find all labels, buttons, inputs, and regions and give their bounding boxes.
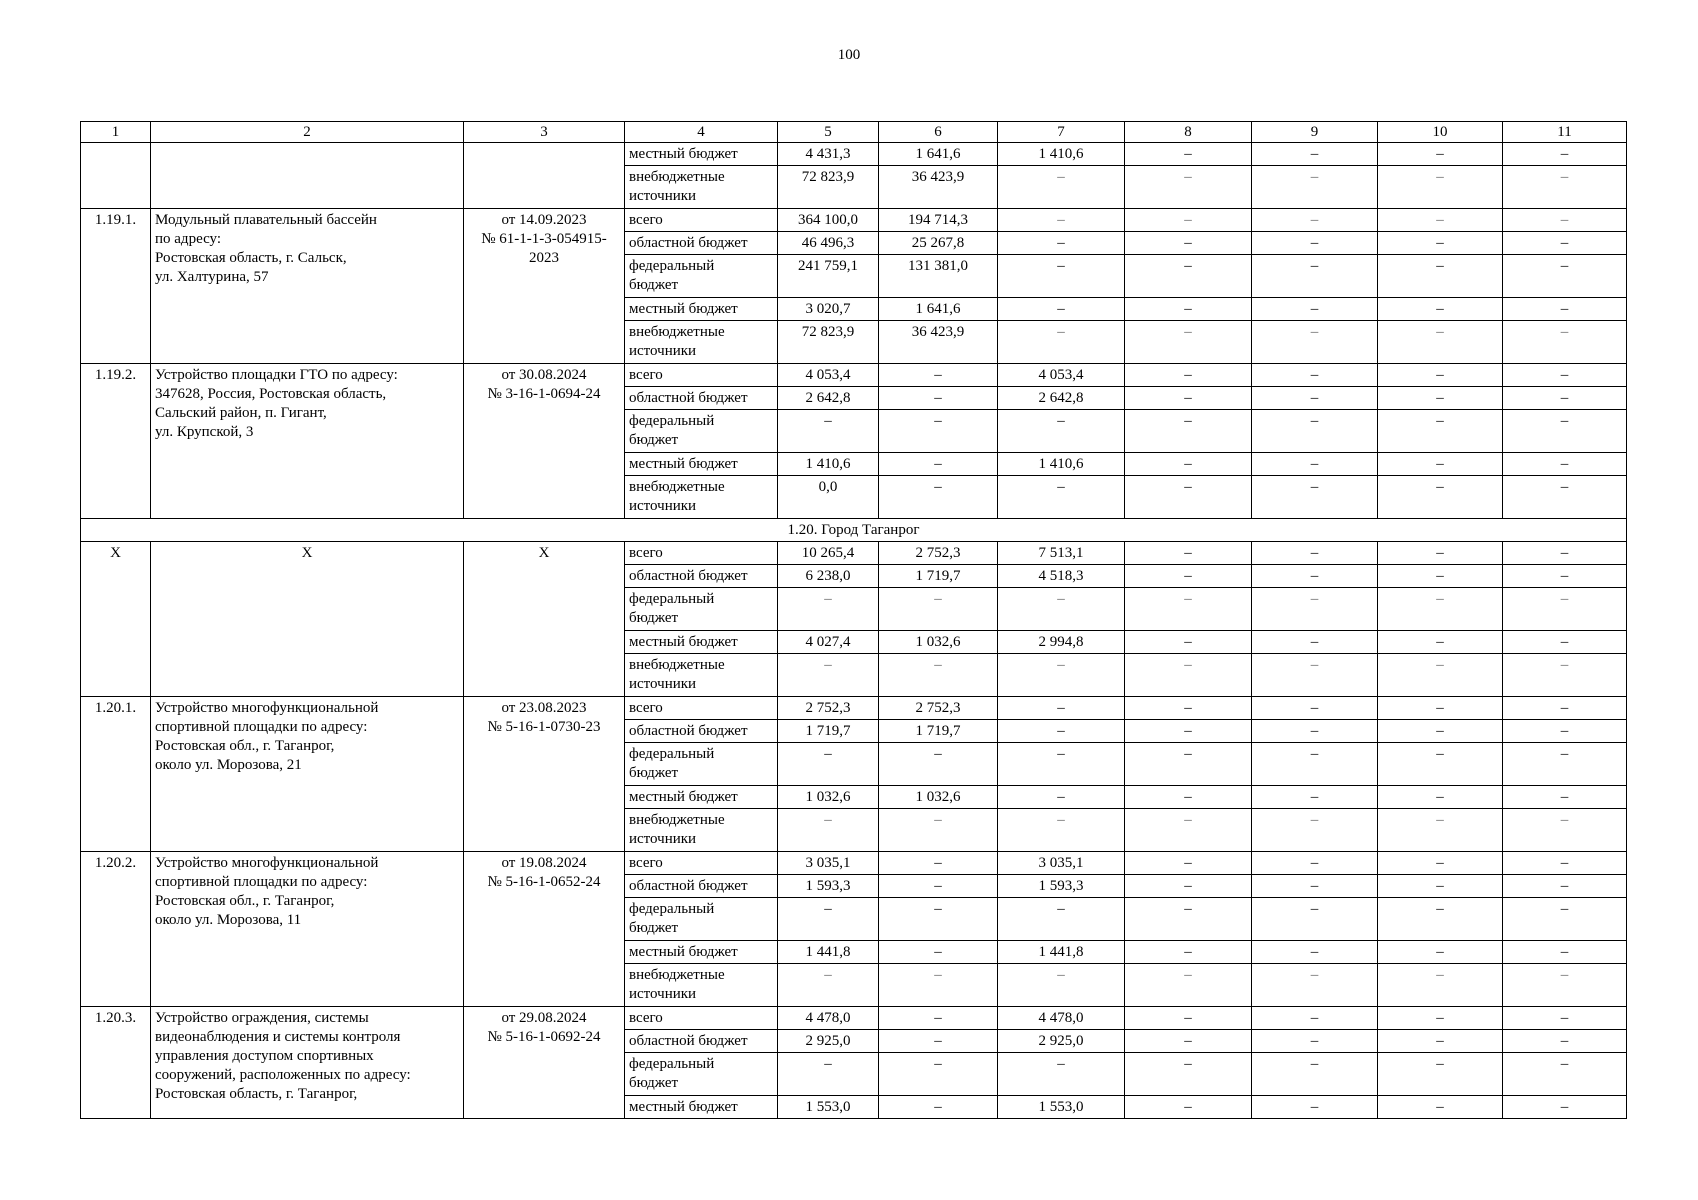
value-cell: – [879,852,998,875]
value-cell: 1 553,0 [778,1096,879,1119]
value-cell: 4 478,0 [778,1007,879,1030]
value-cell: – [1252,166,1378,209]
value-cell: – [879,654,998,697]
value-cell: 1 410,6 [998,143,1125,166]
value-cell: 2 642,8 [998,387,1125,410]
value-cell: – [1378,209,1503,232]
value-cell: – [879,1096,998,1119]
value-cell: – [1503,542,1627,565]
value-cell: 1 553,0 [998,1096,1125,1119]
value-cell: – [998,654,1125,697]
value-cell: – [879,875,998,898]
value-cell: – [1503,1007,1627,1030]
funding-source: всего [625,1007,778,1030]
value-cell: – [1378,941,1503,964]
value-cell: – [1125,476,1252,519]
value-cell: – [1125,941,1252,964]
table-row [81,697,1627,720]
value-cell: 2 925,0 [998,1030,1125,1053]
value-cell: – [1252,410,1378,453]
value-cell: – [1252,898,1378,941]
value-cell: – [1378,364,1503,387]
value-cell: – [998,588,1125,631]
table-row [81,1007,1627,1030]
value-cell: – [1252,631,1378,654]
value-cell: – [1378,809,1503,852]
value-cell: 131 381,0 [879,255,998,298]
value-cell: – [1503,166,1627,209]
value-cell: – [1125,898,1252,941]
value-cell: 4 027,4 [778,631,879,654]
value-cell: – [879,476,998,519]
value-cell: 1 719,7 [879,720,998,743]
value-cell: – [778,588,879,631]
value-cell: – [778,1053,879,1096]
header-cell: 11 [1503,122,1627,143]
item-document: от 29.08.2024 № 5-16-1-0692-24 [464,1007,625,1119]
value-cell: – [879,1007,998,1030]
value-cell: 1 032,6 [778,786,879,809]
value-cell: 1 032,6 [879,786,998,809]
value-cell: – [1503,697,1627,720]
funding-source: всего [625,697,778,720]
value-cell: – [1125,743,1252,786]
page-number: 100 [837,47,861,63]
value-cell: – [879,1053,998,1096]
value-cell: 4 478,0 [998,1007,1125,1030]
value-cell: – [1252,786,1378,809]
item-number [81,143,151,209]
funding-source: всего [625,852,778,875]
value-cell: – [1252,1053,1378,1096]
value-cell: – [1125,720,1252,743]
value-cell: – [1252,588,1378,631]
funding-source: федеральный бюджет [625,1053,778,1096]
value-cell: – [1378,1007,1503,1030]
funding-source: местный бюджет [625,1096,778,1119]
value-cell: – [1503,941,1627,964]
value-cell: – [1503,1096,1627,1119]
value-cell: – [1125,631,1252,654]
value-cell: – [1125,565,1252,588]
item-document: от 14.09.2023 № 61-1-1-3-054915- 2023 [464,209,625,364]
value-cell: – [1125,588,1252,631]
value-cell: – [1125,654,1252,697]
funding-source: всего [625,542,778,565]
value-cell: – [998,232,1125,255]
value-cell: 7 513,1 [998,542,1125,565]
value-cell: – [1378,542,1503,565]
value-cell: 2 994,8 [998,631,1125,654]
value-cell: – [1125,255,1252,298]
value-cell: – [1252,743,1378,786]
header-cell: 1 [81,122,151,143]
value-cell: – [1378,232,1503,255]
value-cell: 2 925,0 [778,1030,879,1053]
value-cell: 364 100,0 [778,209,879,232]
value-cell: – [1378,654,1503,697]
item-number: 1.20.3. [81,1007,151,1119]
item-document [464,143,625,209]
value-cell: – [1378,631,1503,654]
value-cell: – [1503,298,1627,321]
value-cell: – [1378,476,1503,519]
value-cell: 1 719,7 [778,720,879,743]
value-cell: 1 719,7 [879,565,998,588]
value-cell: 36 423,9 [879,166,998,209]
item-description: Устройство многофункциональной спортивной площадки по адресу: Ростовская обл., г. Таганрог, около ул. Морозова, 21 [151,697,464,852]
value-cell: – [1252,143,1378,166]
value-cell: – [1378,1030,1503,1053]
value-cell: – [1252,875,1378,898]
item-number: 1.20.2. [81,852,151,1007]
value-cell: 1 441,8 [998,941,1125,964]
item-document: от 30.08.2024 № 3-16-1-0694-24 [464,364,625,519]
value-cell: – [1503,143,1627,166]
value-cell: – [1252,364,1378,387]
value-cell: – [1503,565,1627,588]
value-cell: – [998,255,1125,298]
value-cell: 46 496,3 [778,232,879,255]
value-cell: – [1252,1096,1378,1119]
funding-source: внебюджетные источники [625,964,778,1007]
value-cell: 4 518,3 [998,565,1125,588]
value-cell: – [778,743,879,786]
value-cell: – [1503,588,1627,631]
value-cell: – [879,964,998,1007]
value-cell: – [1252,941,1378,964]
value-cell: – [1252,232,1378,255]
value-cell: – [1125,875,1252,898]
value-cell: – [1125,809,1252,852]
funding-source: внебюджетные источники [625,166,778,209]
header-cell: 4 [625,122,778,143]
value-cell: – [1125,1007,1252,1030]
value-cell: – [1252,453,1378,476]
value-cell: – [1503,786,1627,809]
item-document: Х [464,542,625,697]
value-cell: – [1503,875,1627,898]
table-row [81,209,1627,232]
table-row [81,143,1627,166]
value-cell: 6 238,0 [778,565,879,588]
item-description: Устройство площадки ГТО по адресу: 347628, Россия, Ростовская область, Сальский район, п. Гигант, ул. Крупской, 3 [151,364,464,519]
value-cell: 36 423,9 [879,321,998,364]
value-cell: – [1378,321,1503,364]
value-cell: 4 431,3 [778,143,879,166]
value-cell: – [1252,697,1378,720]
funding-source: местный бюджет [625,941,778,964]
value-cell: – [1503,453,1627,476]
value-cell: 4 053,4 [778,364,879,387]
value-cell: – [998,298,1125,321]
value-cell: – [1378,255,1503,298]
value-cell: – [1125,542,1252,565]
funding-source: местный бюджет [625,298,778,321]
value-cell: – [879,941,998,964]
value-cell: – [998,476,1125,519]
funding-source: местный бюджет [625,631,778,654]
value-cell: – [1125,298,1252,321]
value-cell: – [1503,852,1627,875]
value-cell: – [1503,321,1627,364]
value-cell: – [1125,786,1252,809]
funding-source: внебюджетные источники [625,321,778,364]
value-cell: – [1503,476,1627,519]
funding-source: местный бюджет [625,786,778,809]
value-cell: – [998,166,1125,209]
value-cell: – [1252,565,1378,588]
table-row [81,364,1627,387]
funding-source: федеральный бюджет [625,255,778,298]
value-cell: – [1378,852,1503,875]
value-cell: – [1378,143,1503,166]
value-cell: – [1125,321,1252,364]
value-cell: – [1252,852,1378,875]
value-cell: – [1503,364,1627,387]
value-cell: – [1125,410,1252,453]
value-cell: – [1503,964,1627,1007]
value-cell: – [778,654,879,697]
value-cell: – [1125,387,1252,410]
value-cell: – [998,209,1125,232]
funding-source: местный бюджет [625,143,778,166]
value-cell: – [1252,964,1378,1007]
funding-source: областной бюджет [625,387,778,410]
value-cell: – [1503,809,1627,852]
value-cell: 241 759,1 [778,255,879,298]
value-cell: – [1125,1096,1252,1119]
value-cell: – [1378,387,1503,410]
value-cell: – [1503,1053,1627,1096]
value-cell: – [1503,255,1627,298]
table-row [81,852,1627,875]
item-number: 1.19.2. [81,364,151,519]
value-cell: 1 410,6 [998,453,1125,476]
header-cell: 3 [464,122,625,143]
funding-source: федеральный бюджет [625,743,778,786]
value-cell: 1 641,6 [879,143,998,166]
value-cell: 72 823,9 [778,321,879,364]
value-cell: 2 752,3 [879,542,998,565]
value-cell: – [1503,654,1627,697]
value-cell: – [998,1053,1125,1096]
value-cell: – [1378,743,1503,786]
value-cell: – [1378,898,1503,941]
item-description: Х [151,542,464,697]
header-cell: 6 [879,122,998,143]
value-cell: – [879,364,998,387]
value-cell: 10 265,4 [778,542,879,565]
value-cell: – [1378,1053,1503,1096]
value-cell: – [998,964,1125,1007]
funding-source: областной бюджет [625,232,778,255]
value-cell: 25 267,8 [879,232,998,255]
value-cell: – [1125,166,1252,209]
value-cell: – [1378,875,1503,898]
funding-source: внебюджетные источники [625,654,778,697]
value-cell: – [879,453,998,476]
value-cell: – [1125,852,1252,875]
item-number: Х [81,542,151,697]
header-cell: 2 [151,122,464,143]
table-row [81,542,1627,565]
value-cell: – [1378,697,1503,720]
funding-source: федеральный бюджет [625,588,778,631]
value-cell: – [1503,631,1627,654]
item-description: Модульный плавательный бассейн по адресу: Ростовская область, г. Сальск, ул. Халтурина, 57 [151,209,464,364]
value-cell: 4 053,4 [998,364,1125,387]
value-cell: – [1252,255,1378,298]
value-cell: – [1503,209,1627,232]
value-cell: – [1125,209,1252,232]
value-cell: – [1378,720,1503,743]
funding-source: областной бюджет [625,720,778,743]
value-cell: – [1503,720,1627,743]
value-cell: – [1378,166,1503,209]
value-cell: 72 823,9 [778,166,879,209]
value-cell: 3 035,1 [778,852,879,875]
value-cell: 194 714,3 [879,209,998,232]
value-cell: – [998,697,1125,720]
value-cell: – [1503,1030,1627,1053]
value-cell: – [1252,720,1378,743]
value-cell: – [1125,364,1252,387]
funding-source: всего [625,364,778,387]
value-cell: 1 410,6 [778,453,879,476]
value-cell: – [1378,565,1503,588]
value-cell: – [1252,321,1378,364]
header-cell: 8 [1125,122,1252,143]
value-cell: – [1378,964,1503,1007]
value-cell: – [998,720,1125,743]
funding-source: областной бюджет [625,1030,778,1053]
value-cell: – [1252,209,1378,232]
value-cell: – [1252,387,1378,410]
value-cell: – [1378,1096,1503,1119]
value-cell: 3 035,1 [998,852,1125,875]
value-cell: – [1378,786,1503,809]
header-cell: 10 [1378,122,1503,143]
item-description: Устройство многофункциональной спортивной площадки по адресу: Ростовская обл., г. Таганрог, около ул. Морозова, 11 [151,852,464,1007]
item-description: Устройство ограждения, системы видеонаблюдения и системы контроля управления доступом спортивных сооружений, расположенных по адресу: Ростовская область, г. Таганрог, [151,1007,464,1119]
value-cell: – [879,387,998,410]
value-cell: – [879,1030,998,1053]
value-cell: – [778,410,879,453]
value-cell: – [1252,476,1378,519]
header-cell: 7 [998,122,1125,143]
value-cell: – [1503,387,1627,410]
value-cell: 1 593,3 [778,875,879,898]
funding-source: областной бюджет [625,875,778,898]
value-cell: 1 641,6 [879,298,998,321]
value-cell: – [1503,410,1627,453]
value-cell: – [998,898,1125,941]
funding-source: местный бюджет [625,453,778,476]
funding-source: всего [625,209,778,232]
funding-source: федеральный бюджет [625,898,778,941]
item-number: 1.20.1. [81,697,151,852]
value-cell: – [1252,1007,1378,1030]
funding-source: внебюджетные источники [625,476,778,519]
value-cell: – [1503,232,1627,255]
value-cell: – [778,964,879,1007]
value-cell: – [1252,298,1378,321]
header-row [81,122,1627,143]
funding-source: внебюджетные источники [625,809,778,852]
value-cell: – [879,410,998,453]
item-document: от 23.08.2023 № 5-16-1-0730-23 [464,697,625,852]
value-cell: – [998,786,1125,809]
item-number: 1.19.1. [81,209,151,364]
funding-source: областной бюджет [625,565,778,588]
header-cell: 5 [778,122,879,143]
section-row [81,519,1627,542]
value-cell: – [1125,964,1252,1007]
value-cell: – [1378,298,1503,321]
value-cell: – [998,321,1125,364]
value-cell: 0,0 [778,476,879,519]
value-cell: – [1125,143,1252,166]
value-cell: – [1125,1030,1252,1053]
funding-source: федеральный бюджет [625,410,778,453]
budget-table [80,121,1627,1119]
value-cell: – [1378,588,1503,631]
value-cell: 1 593,3 [998,875,1125,898]
value-cell: 3 020,7 [778,298,879,321]
value-cell: – [1252,809,1378,852]
value-cell: 1 032,6 [879,631,998,654]
value-cell: – [998,809,1125,852]
value-cell: – [1252,1030,1378,1053]
value-cell: – [1125,1053,1252,1096]
value-cell: – [1252,542,1378,565]
value-cell: – [879,809,998,852]
section-title: 1.20. Город Таганрог [81,519,1627,542]
value-cell: – [998,743,1125,786]
value-cell: 2 752,3 [778,697,879,720]
value-cell: – [778,898,879,941]
value-cell: – [879,898,998,941]
value-cell: 1 441,8 [778,941,879,964]
header-cell: 9 [1252,122,1378,143]
value-cell: – [1125,232,1252,255]
value-cell: – [1252,654,1378,697]
value-cell: – [1378,410,1503,453]
value-cell: – [1125,453,1252,476]
value-cell: 2 752,3 [879,697,998,720]
value-cell: – [778,809,879,852]
item-document: от 19.08.2024 № 5-16-1-0652-24 [464,852,625,1007]
value-cell: – [1503,743,1627,786]
value-cell: – [1378,453,1503,476]
value-cell: – [879,743,998,786]
value-cell: – [998,410,1125,453]
item-description [151,143,464,209]
value-cell: – [1503,898,1627,941]
value-cell: – [879,588,998,631]
value-cell: – [1125,697,1252,720]
value-cell: 2 642,8 [778,387,879,410]
